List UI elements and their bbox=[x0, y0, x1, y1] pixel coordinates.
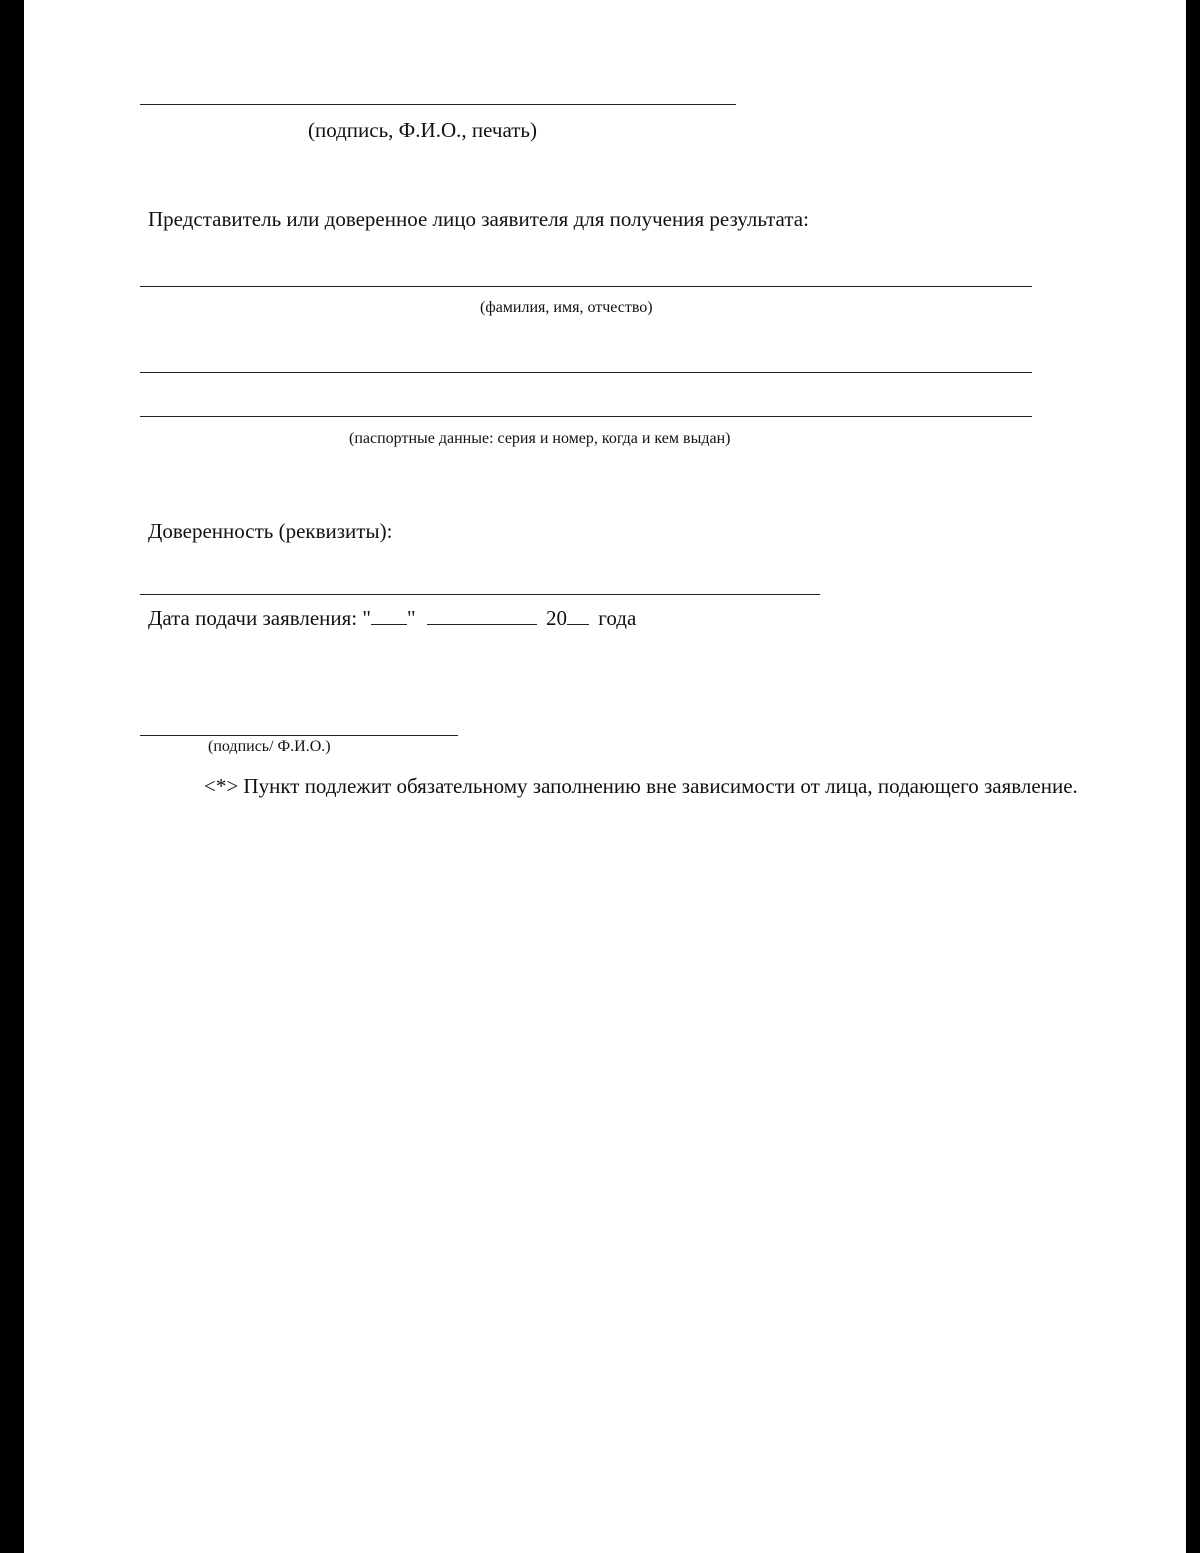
signature-line-bottom bbox=[140, 735, 458, 736]
full-name-caption: (фамилия, имя, отчество) bbox=[480, 299, 653, 316]
power-of-attorney-line bbox=[140, 594, 820, 595]
day-blank bbox=[371, 606, 407, 625]
full-name-line bbox=[140, 286, 1032, 287]
passport-line-1 bbox=[140, 372, 1032, 373]
passport-caption: (паспортные данные: серия и номер, когда и кем выдан) bbox=[349, 430, 731, 447]
year-blank bbox=[567, 606, 589, 625]
signature-caption-top: (подпись, Ф.И.О., печать) bbox=[308, 118, 537, 142]
representative-heading: Представитель или доверенное лицо заявителя для получения результата: bbox=[148, 207, 809, 231]
submission-date-row bbox=[148, 606, 636, 631]
signature-caption-bottom: (подпись/ Ф.И.О.) bbox=[208, 738, 331, 755]
footnote: <*> Пункт подлежит обязательному заполнению вне зависимости от лица, подающего заявление. bbox=[204, 774, 1078, 798]
month-blank bbox=[427, 606, 537, 625]
document-page bbox=[24, 0, 1186, 1553]
quote-close: " bbox=[406, 606, 416, 630]
scan-border-right bbox=[1186, 0, 1200, 1553]
passport-line-2 bbox=[140, 416, 1032, 417]
power-of-attorney-label: Доверенность (реквизиты): bbox=[148, 519, 393, 543]
submission-date-label: Дата подачи заявления: " bbox=[148, 606, 371, 630]
signature-line-top bbox=[140, 104, 736, 105]
century-prefix: 20 bbox=[546, 606, 568, 630]
year-word: года bbox=[598, 606, 637, 630]
